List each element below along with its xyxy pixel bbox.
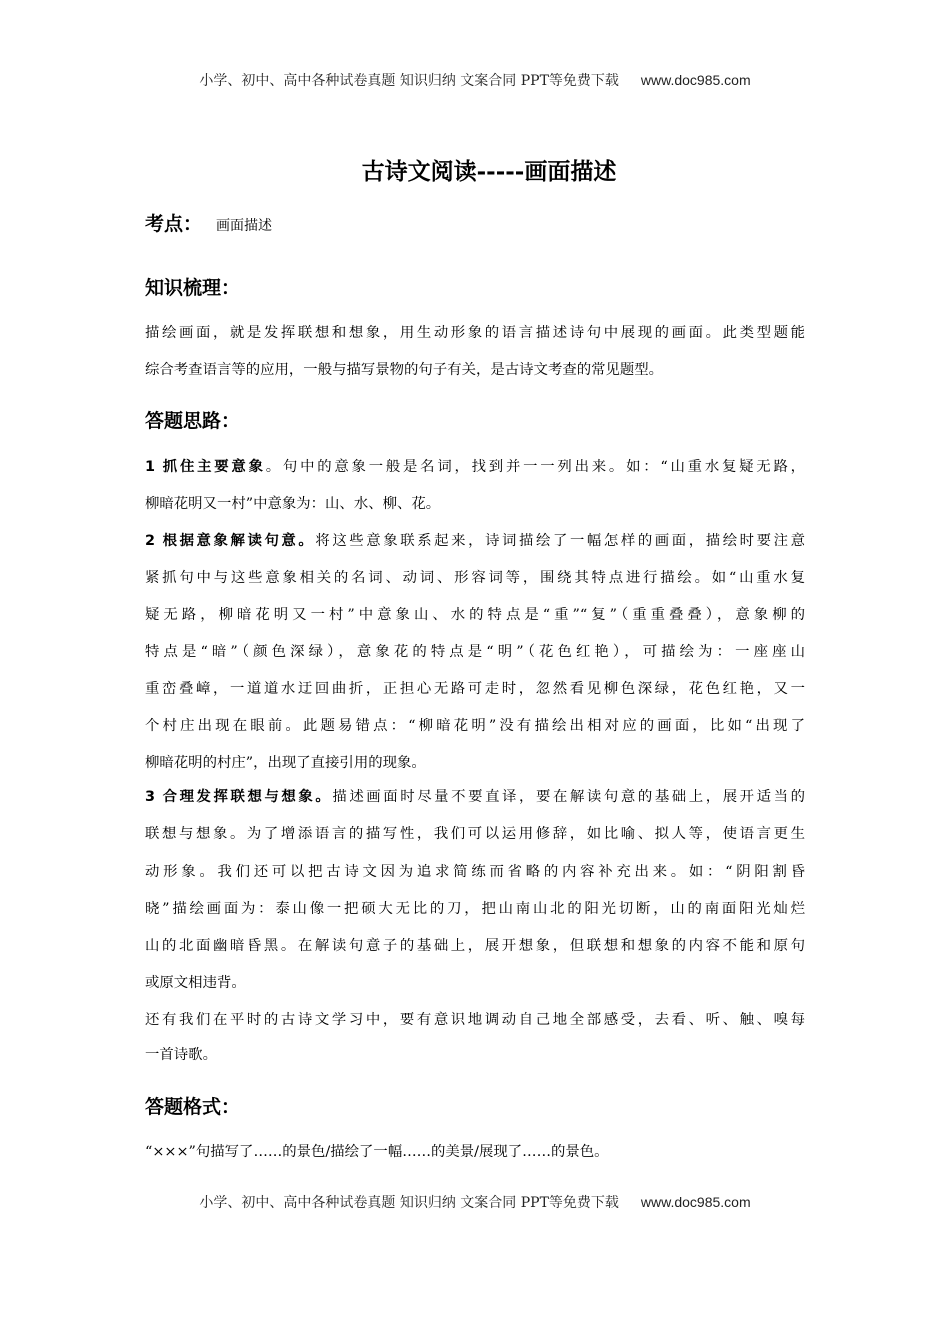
header-site-link[interactable]: www.doc985.com	[640, 72, 751, 88]
point-label: 2 根据意象解读句意。	[145, 533, 316, 549]
paragraph-line: 描绘画面，就是发挥联想和想象，用生动形象的语言描述诗句中展现的画面。此类型题能	[145, 325, 805, 341]
paragraph-line	[145, 824, 805, 844]
line-text: 或原文相违背。	[145, 975, 246, 991]
line-text: 个村庄出现在眼前。此题易错点：“柳暗花明”没有描绘出相对应的画面，比如“出现了	[145, 718, 805, 734]
paragraph-line	[145, 531, 805, 551]
line-text: 晓”描绘画面为：泰山像一把硕大无比的刀，把山南山北的阳光切断，山的南面阳光灿烂	[145, 901, 805, 917]
kaodian-heading	[145, 209, 272, 236]
line-text: 将这些意象联系起来，诗词描绘了一幅怎样的画面，描绘时要注意	[315, 533, 805, 549]
paragraph-line	[145, 716, 805, 736]
paragraph-line	[145, 1045, 805, 1065]
line-text: 特点是“暗”（颜色深绿），意象花的特点是“明”（花色红艳），可描绘为：一座座山	[145, 644, 805, 660]
kaodian-value: 画面描述	[216, 218, 273, 234]
kaodian-label: 考点：	[145, 213, 203, 235]
line-text: 柳暗花明又一村”中意象为：山、水、柳、花。	[145, 496, 441, 512]
line-text: 重峦叠嶂，一道道水迂回曲折，正担心无路可走时，忽然看见柳色深绿，花色红艳，又一	[145, 681, 805, 697]
line-text: 疑无路，柳暗花明又一村”中意象山、水的特点是“重”“复”（重重叠叠），意象柳的	[145, 607, 805, 623]
paragraph-line	[145, 787, 805, 807]
line-text: 动形象。我们还可以把古诗文因为追求简练而省略的内容补充出来。如：“阴阳割昏	[145, 864, 805, 880]
paragraph-line	[145, 899, 805, 919]
footer-site-link[interactable]: www.doc985.com	[640, 1194, 751, 1210]
page-footer	[0, 1192, 950, 1212]
header-text: 小学、初中、高中各种试卷真题 知识归纳 文案合同 PPT等免费下载	[199, 73, 619, 89]
line-text: 柳暗花明的村庄”，出现了直接引用的现象。	[145, 755, 426, 771]
paragraph-line: 综合考查语言等的应用，一般与描写景物的句子有关，是古诗文考查的常见题型。	[145, 362, 664, 378]
paragraph-line	[145, 605, 805, 625]
paragraph-line	[145, 1010, 805, 1030]
line-text: 还有我们在平时的古诗文学习中，要有意识地调动自己地全部感受，去看、听、触、嗅每	[145, 1012, 805, 1028]
point-label: 1 抓住主要意象	[145, 459, 266, 475]
section-heading-format: 答题格式：	[145, 1096, 241, 1118]
paragraph-line	[145, 457, 805, 477]
page-header	[0, 70, 950, 90]
point-label: 3 合理发挥联想与想象。	[145, 789, 333, 805]
footer-text: 小学、初中、高中各种试卷真题 知识归纳 文案合同 PPT等免费下载	[199, 1195, 619, 1211]
paragraph-line	[145, 973, 805, 993]
page-title: 古诗文阅读-----画面描述	[361, 158, 617, 185]
line-text: 。句中的意象一般是名词，找到并一一列出来。如：“山重水复疑无路，	[265, 459, 806, 475]
paragraph-line	[145, 568, 805, 588]
paragraph-line	[145, 642, 805, 662]
line-text: 紧抓句中与这些意象相关的名词、动词、形容词等，围绕其特点进行描绘。如“山重水复	[145, 570, 805, 586]
line-text: 一首诗歌。	[145, 1047, 217, 1063]
paragraph-line	[145, 679, 805, 699]
paragraph-line	[145, 862, 805, 882]
line-text: 联想与想象。为了增添语言的描写性，我们可以运用修辞，如比喻、拟人等，使语言更生	[145, 826, 805, 842]
paragraph-line	[145, 494, 805, 514]
line-text: 描述画面时尽量不要直译，要在解读句意的基础上，展开适当的	[332, 789, 805, 805]
section-heading-approach: 答题思路：	[145, 410, 241, 432]
format-text: “×××”句描写了……的景色/描绘了一幅……的美景/展现了……的景色。	[145, 1144, 609, 1160]
paragraph-line	[145, 753, 805, 773]
section-heading-knowledge: 知识梳理：	[145, 277, 241, 299]
paragraph-line	[145, 936, 805, 956]
line-text: 山的北面幽暗昏黑。在解读句意子的基础上，展开想象，但联想和想象的内容不能和原句	[145, 938, 805, 954]
